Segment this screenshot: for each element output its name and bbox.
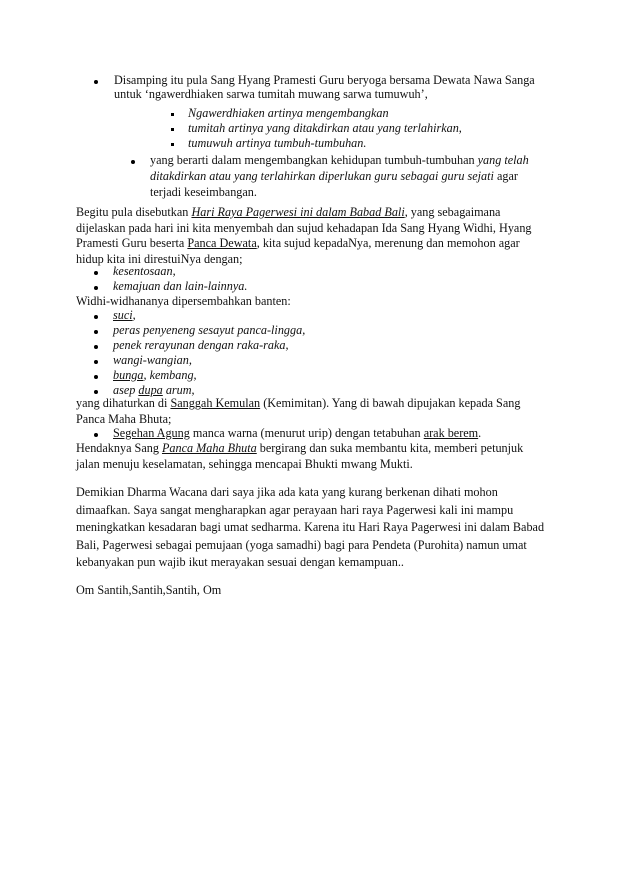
bullet-dot — [131, 160, 135, 164]
paragraph-3 — [76, 441, 523, 472]
panca-dewata-link[interactable]: Panca Dewata — [187, 236, 257, 250]
para-text: , kita sujud kepadaNya, merenung dan memohon agar — [256, 236, 520, 250]
para-text: Pramesti Guru beserta — [76, 236, 188, 250]
definitions-list — [188, 106, 462, 151]
bullet-dot — [94, 330, 98, 334]
intro-line-2: untuk ‘ngawerdhiaken sarwa tumitah muwang sarwa tumuwuh’, — [114, 87, 428, 101]
hari-raya-link[interactable]: Hari Raya Pagerwesi ini dalam Babad Bali — [191, 205, 405, 219]
square-bullet — [171, 143, 174, 146]
offering-text: , kembang, — [143, 368, 197, 382]
offerings-intro: Widhi-widhananya dipersembahkan banten: — [76, 294, 291, 308]
offerings-list — [113, 308, 305, 398]
paragraph-2 — [76, 396, 520, 427]
suci-link[interactable]: suci — [113, 308, 133, 322]
meaning-italic: yang telah — [477, 153, 529, 167]
closing-line: Demikian Dharma Wacana dari saya jika ada kata yang kurang berkenan dihati mohon — [76, 485, 498, 499]
closing-line: Bali, Pagerwesi sebagai pemujaan (yoga samadhi) bagi para Pendeta (Purohita) namun umat — [76, 537, 527, 552]
definition-item: tumitah artinya yang ditakdirkan atau yang terlahirkan, — [188, 121, 462, 135]
meaning-text: terjadi keseimbangan. — [150, 185, 257, 199]
bullet-dot — [94, 80, 98, 84]
para-text: bergirang dan suka membantu kita, memberi petunjuk — [256, 441, 524, 455]
bullet-dot — [94, 315, 98, 319]
salutation: Om Santih,Santih,Santih, Om — [76, 583, 222, 597]
meaning-text: yang berarti dalam mengembangkan kehidupan tumbuh-tumbuhan — [150, 153, 478, 167]
panca-maha-bhuta-link[interactable]: Panca Maha Bhuta — [161, 441, 257, 455]
square-bullet — [171, 128, 174, 131]
meaning-text: agar — [493, 169, 518, 183]
meaning-bullet — [150, 152, 529, 200]
para-text: Begitu pula disebutkan — [76, 205, 192, 219]
bullet-dot — [94, 375, 98, 379]
blessing-item: kesentosaan, — [113, 264, 176, 278]
segehan-agung-link[interactable]: Segehan Agung — [113, 426, 190, 440]
para-text: yang dihaturkan di — [76, 396, 171, 410]
offering-item: peras penyeneng sesayut panca-lingga, — [113, 323, 306, 337]
segehan-text: manca warna (menurut urip) dengan tetabuhan — [189, 426, 424, 440]
segehan-text: . — [478, 426, 482, 440]
offering-text: arum, — [162, 383, 195, 397]
para-text: dijelaskan pada hari ini kita menyembah dan sujud kehadapan Ida Sang Hyang Widhi, Hyang — [76, 220, 532, 235]
para-text: hidup kita ini direstuiNya dengan; — [76, 251, 243, 266]
bullet-dot — [94, 433, 98, 437]
para-text: (Kemimitan). Yang di bawah dipujakan kepada Sang — [260, 396, 521, 410]
bunga-link[interactable]: bunga — [113, 368, 144, 382]
para-text: jalan menuju keselamatan, sehingga mencapai Bhukti mwang Mukti. — [76, 456, 413, 471]
definition-item: tumuwuh artinya tumbuh-tumbuhan. — [188, 136, 367, 150]
bullet-dot — [94, 271, 98, 275]
para-text: Panca Maha Bhuta; — [76, 411, 172, 426]
bullet-dot — [94, 345, 98, 349]
bullet-dot — [94, 390, 98, 394]
closing-line: dimaafkan. Saya sangat mengharapkan agar perayaan hari raya Pagerwesi kali ini mampu — [76, 502, 514, 517]
offering-item: wangi-wangian, — [113, 353, 192, 367]
para-text: , yang sebagaimana — [404, 205, 501, 219]
intro-line-1: Disamping itu pula Sang Hyang Pramesti Guru beryoga bersama Dewata Nawa Sanga — [114, 73, 535, 87]
blessing-item: kemajuan dan lain-lainnya. — [113, 279, 248, 293]
sanggah-kemulan-link[interactable]: Sanggah Kemulan — [170, 396, 261, 410]
closing-paragraph — [76, 484, 544, 572]
meaning-italic: ditakdirkan atau yang terlahirkan diperlukan guru sebagai guru sejati — [150, 169, 494, 183]
dupa-link[interactable]: dupa — [138, 383, 163, 397]
intro-bullet — [114, 73, 535, 101]
para-text: Hendaknya Sang — [76, 441, 162, 455]
segehan-bullet — [113, 426, 481, 440]
square-bullet — [171, 113, 174, 116]
offering-text: , — [132, 308, 136, 322]
bullet-dot — [94, 286, 98, 290]
paragraph-1 — [76, 205, 532, 267]
offering-item: penek rerayunan dengan raka-raka, — [113, 338, 289, 352]
offering-text: asep — [113, 383, 139, 397]
arak-berem-link[interactable]: arak berem — [423, 426, 479, 440]
bullet-dot — [94, 360, 98, 364]
blessings-list — [113, 264, 247, 294]
closing-line: meningkatkan kesadaran bagi umat sedharma. Karena itu Hari Raya Pagerwesi ini dalam Babad — [76, 520, 545, 534]
definition-item: Ngawerdhiaken artinya mengembangkan — [188, 106, 389, 120]
closing-line: kebanyakan pun wajib ikut merayakan sesuai dengan kemampuan.. — [76, 555, 404, 569]
